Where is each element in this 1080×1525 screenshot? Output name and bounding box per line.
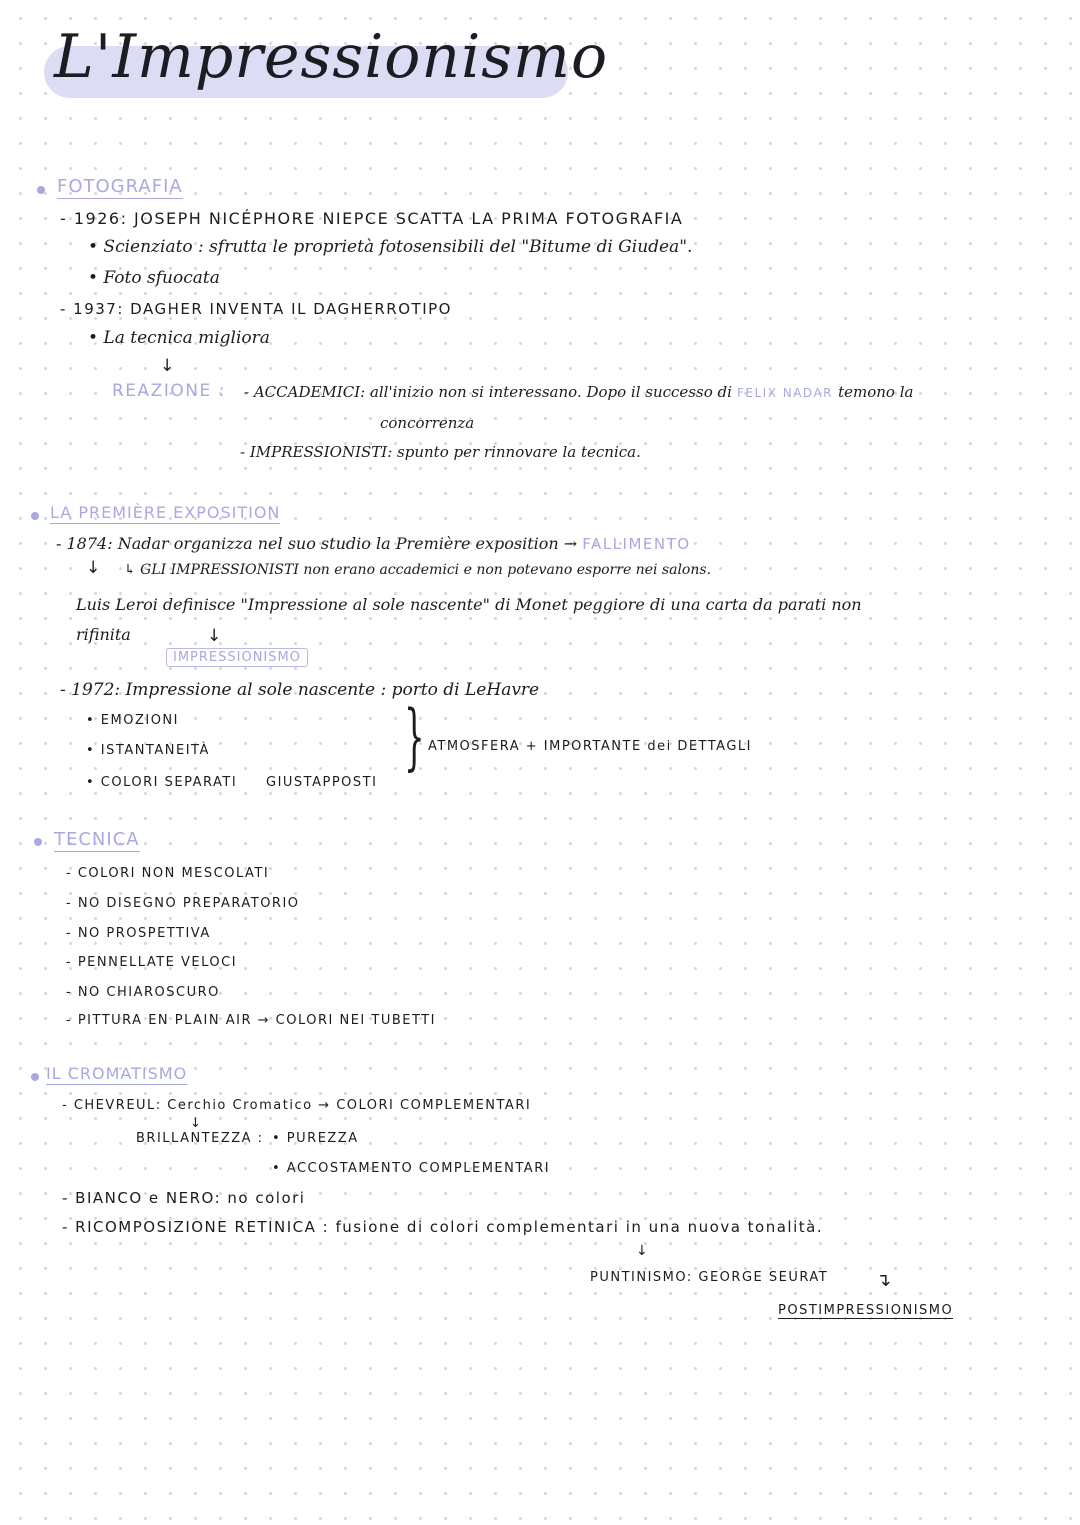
arrow-down-icon: ↓ (190, 1116, 202, 1131)
line-1972: - 1972: Impressione al sole nascente : porto di LeHavre (60, 680, 540, 700)
line-rifinita: rifinita (76, 625, 131, 644)
line-accademici (244, 382, 913, 401)
section-bullet (31, 1073, 39, 1081)
tecnica-item: - PENNELLATE VELOCI (66, 955, 238, 970)
line-bianco-nero: - BIANCO e NERO: no colori (62, 1189, 306, 1207)
line-reason: ↳ GLI IMPRESSIONISTI non erano accademici e non potevano esporre nei salons. (124, 562, 711, 578)
tecnica-item: - NO PROSPETTIVA (66, 926, 211, 941)
line-ricomposizione: - RICOMPOSIZIONE RETINICA : fusione di colori complementari in una nuova tonalità. (62, 1218, 824, 1236)
line-1937: - 1937: DAGHER INVENTA IL DAGHERROTIPO (60, 300, 452, 318)
line-1874 (56, 534, 691, 553)
line-1874-text: - 1874: Nadar organizza nel suo studio la Première exposition → (56, 534, 578, 553)
line-impressionisti: - IMPRESSIONISTI: spunto per rinnovare la tecnica. (240, 443, 641, 461)
line-puntinismo: PUNTINISMO: GEORGE SEURAT (590, 1270, 829, 1285)
line-1926: - 1926: JOSEPH NICÉPHORE NIEPCE SCATTA LA PRIMA FOTOGRAFIA (60, 209, 684, 228)
tecnica-item: - NO CHIAROSCURO (66, 985, 220, 1000)
item-istantaneita: • ISTANTANEITÀ (86, 743, 210, 758)
arrow-turn-down-icon: ↴ (876, 1270, 892, 1291)
note-scienziato: • Scienziato : sfrutta le proprietà fotosensibili del "Bitume di Giudea". (88, 237, 693, 257)
accademici-end: temono la (838, 383, 914, 401)
felix-nadar: FELIX NADAR (737, 386, 834, 400)
tecnica-item: - PITTURA EN PLAIN AIR → COLORI NEI TUBETTI (66, 1013, 436, 1028)
tecnica-item: - NO DISEGNO PREPARATORIO (66, 896, 300, 911)
page-title: L'Impressionismo (54, 22, 609, 92)
note-atmosfera: ATMOSFERA + IMPORTANTE dei DETTAGLI (428, 739, 752, 754)
item-purezza: • PUREZZA (272, 1131, 359, 1146)
heading-premiere: LA PREMIÈRE EXPOSITION (50, 503, 281, 522)
label-reazione: REAZIONE : (112, 381, 226, 401)
postimpressionismo: POSTIMPRESSIONISMO (778, 1303, 954, 1318)
heading-cromatismo: IL CROMATISMO (46, 1064, 188, 1083)
section-bullet (37, 186, 45, 194)
section-bullet (34, 838, 42, 846)
arrow-down-icon: ↓ (160, 356, 175, 376)
impressionismo-box: IMPRESSIONISMO (166, 648, 308, 667)
label-brillantezza: BRILLANTEZZA : (136, 1131, 264, 1146)
heading-tecnica: TECNICA (54, 829, 140, 850)
arrow-down-icon: ↓ (86, 558, 101, 578)
item-colori-separati: • COLORI SEPARATI (86, 775, 238, 790)
note-foto-sfuocata: • Foto sfuocata (88, 268, 220, 288)
arrow-down-icon: ↓ (636, 1243, 649, 1259)
brace-icon: } (404, 694, 425, 778)
item-accostamento: • ACCOSTAMENTO COMPLEMENTARI (272, 1161, 551, 1176)
accademici-text: - ACCADEMICI: all'inizio non si interessano. Dopo il successo di (244, 383, 732, 401)
line-chevreul: - CHEVREUL: Cerchio Cromatico → COLORI COMPLEMENTARI (62, 1098, 532, 1113)
item-emozioni: • EMOZIONI (86, 713, 179, 728)
heading-fotografia: FOTOGRAFIA (57, 176, 183, 197)
tecnica-item: - COLORI NON MESCOLATI (66, 866, 270, 881)
fallimento: FALLIMENTO (582, 535, 691, 553)
section-bullet (31, 512, 39, 520)
item-giustapposti: GIUSTAPPOSTI (266, 775, 378, 790)
note-tecnica-migliora: • La tecnica migliora (88, 328, 270, 348)
arrow-down-icon: ↓ (207, 626, 222, 646)
concorrenza: concorrenza (380, 414, 475, 432)
line-leroy: Luis Leroi definisce "Impressione al sole nascente" di Monet peggiore di una carta da parati non (76, 595, 862, 614)
